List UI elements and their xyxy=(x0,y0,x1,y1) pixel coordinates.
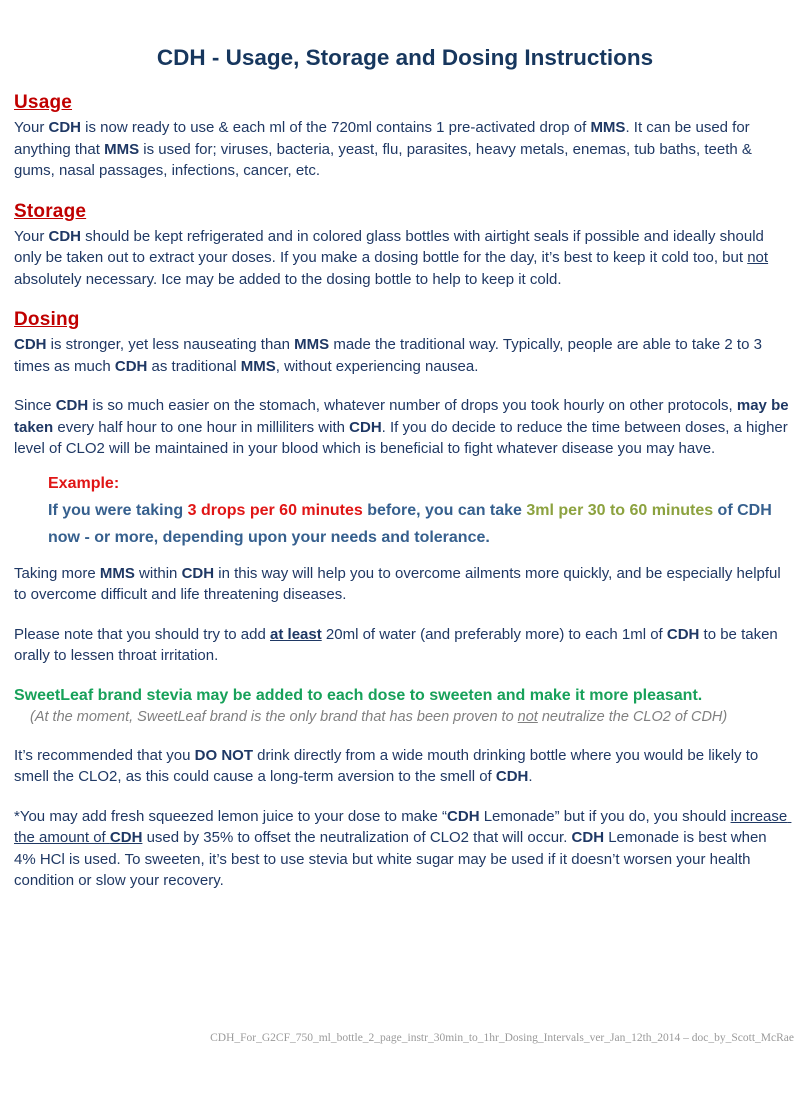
text-run: SweetLeaf brand stevia may be added to each dose to sweeten and make it more pleasant. xyxy=(14,686,703,704)
text-run: is now ready to use & each ml of the 720ml contains 1 pre-activated drop of xyxy=(80,119,591,136)
section-heading-storage: Storage xyxy=(14,200,87,222)
example-label xyxy=(48,470,792,497)
example-block xyxy=(48,470,792,551)
text-run: not xyxy=(747,249,769,266)
text-run: (At the moment, SweetLeaf brand is the only brand that has been proven to xyxy=(30,708,518,725)
usage-paragraph xyxy=(14,117,792,182)
text-run: is used for; viruses, bacteria, yeast, flu, parasites, heavy metals, enemas, tub baths, teeth & gums, nasal passages, infections, cancer, etc. xyxy=(14,140,757,179)
text-run: CDH xyxy=(114,357,148,375)
text-run: CDH xyxy=(666,625,700,643)
stevia-note xyxy=(14,685,792,706)
section-heading-dosing: Dosing xyxy=(14,309,80,330)
text-run: not xyxy=(517,708,538,725)
text-run: . If you do decide to reduce the time between doses, a higher level of CLO2 will be maintained in your blood which is beneficial to fight whatever disease you may have. xyxy=(14,418,792,457)
text-run: CDH xyxy=(48,227,81,245)
example-text xyxy=(48,497,792,551)
text-run: CDH xyxy=(14,336,47,353)
text-run: CDH xyxy=(495,768,529,785)
dosing-paragraph-2 xyxy=(14,395,792,460)
text-run: Your xyxy=(14,227,49,245)
text-run: Since xyxy=(14,397,56,414)
text-run: CDH xyxy=(447,807,480,825)
text-run: may be taken xyxy=(14,397,793,436)
text-run: 20ml of water (and preferably more) to each 1ml of xyxy=(321,625,667,643)
text-run: of CDH now - or more, depending upon your needs and tolerance. xyxy=(48,501,777,546)
text-run: to be taken orally to lessen throat irritation. xyxy=(14,625,782,664)
dosing-paragraph-6 xyxy=(14,806,792,892)
text-run: Lemonade” but if you do, you should xyxy=(479,807,731,825)
text-run: made the traditional way. Typically, people are able to take 2 to 3 times as much xyxy=(14,336,767,375)
text-run: . It can be used for anything that xyxy=(14,119,754,158)
text-run: absolutely necessary. Ice may be added to the dosing bottle to help to keep it cold. xyxy=(14,249,773,288)
dosing-paragraph-1 xyxy=(14,334,792,377)
page-title: CDH - Usage, Storage and Dosing Instructions xyxy=(156,45,654,70)
text-run: should be kept refrigerated and in colored glass bottles with airtight seals if possible and ideally should only be taken out to extract your doses. If you make a dosing bottle for the day, it’s best to keep it cold too, but xyxy=(14,227,769,266)
text-run: CDH xyxy=(571,829,605,846)
dosing-paragraph-3 xyxy=(14,563,792,606)
text-run: drink directly from a wide mouth drinking bottle where you would be likely to smell the CLO2, as this could cause a long-term aversion to the smell of xyxy=(14,746,763,785)
text-run: increase the amount of xyxy=(14,807,792,846)
text-run: before, you can take xyxy=(362,501,527,519)
text-run: as traditional xyxy=(147,357,241,375)
text-run: CDH xyxy=(181,564,215,582)
text-run: *You may add fresh squeezed lemon juice to your dose to make “ xyxy=(14,807,448,825)
text-run: used by 35% to offset the neutralization of CLO2 that will occur. xyxy=(142,829,572,846)
text-run: is so much easier on the stomach, whatever number of drops you took hourly on other protocols, xyxy=(88,397,737,414)
text-run: in this way will help you to overcome ailments more quickly, and be especially helpful to overcome difficult and life threatening diseases. xyxy=(14,564,785,603)
dosing-paragraph-4 xyxy=(14,624,792,667)
document-filename: CDH_For_G2CF_750_ml_bottle_2_page_instr_30min_to_1hr_Dosing_Intervals_ver_Jan_12th_2014 – doc_by_Scott_McRae xyxy=(210,1032,794,1044)
text-run: . xyxy=(528,768,533,785)
text-run: MMS xyxy=(294,336,330,353)
text-run: 3 drops per 60 minutes xyxy=(187,501,363,519)
text-run: CDH xyxy=(109,829,143,846)
text-run: It’s recommended that you xyxy=(14,746,195,764)
stevia-disclaimer xyxy=(30,708,792,727)
text-run: within xyxy=(134,564,182,582)
text-run: MMS xyxy=(104,140,140,158)
text-run: CDH xyxy=(349,418,382,436)
text-run: at least xyxy=(270,625,322,643)
text-run: 3ml per 30 to 60 minutes xyxy=(526,501,714,519)
text-run: MMS xyxy=(240,357,276,375)
text-run: Lemonade is best when 4% HCl is used. To sweeten, it’s best to use stevia but white sugar may be used if it doesn’t worsen your health condition or slow your recovery. xyxy=(14,829,771,889)
text-run: Example: xyxy=(48,474,120,492)
text-run: MMS xyxy=(99,564,135,582)
section-heading-usage: Usage xyxy=(14,92,73,113)
text-run: Your xyxy=(14,119,49,136)
text-run: Taking more xyxy=(14,564,100,582)
text-run: CDH xyxy=(55,397,89,414)
text-run: CDH xyxy=(48,119,81,136)
text-run: Please note that you should try to add xyxy=(14,625,271,643)
text-run: is stronger, yet less nauseating than xyxy=(46,336,295,353)
text-run: every half hour to one hour in milliliters with xyxy=(53,418,350,436)
dosing-paragraph-5 xyxy=(14,745,792,788)
text-run: If you were taking xyxy=(48,501,188,519)
storage-paragraph xyxy=(14,226,792,291)
text-run: , without experiencing nausea. xyxy=(275,357,479,375)
text-run: neutralize the CLO2 of CDH) xyxy=(537,708,728,725)
document-body xyxy=(0,71,810,892)
text-run: MMS xyxy=(590,119,626,136)
text-run: DO NOT xyxy=(194,746,253,764)
